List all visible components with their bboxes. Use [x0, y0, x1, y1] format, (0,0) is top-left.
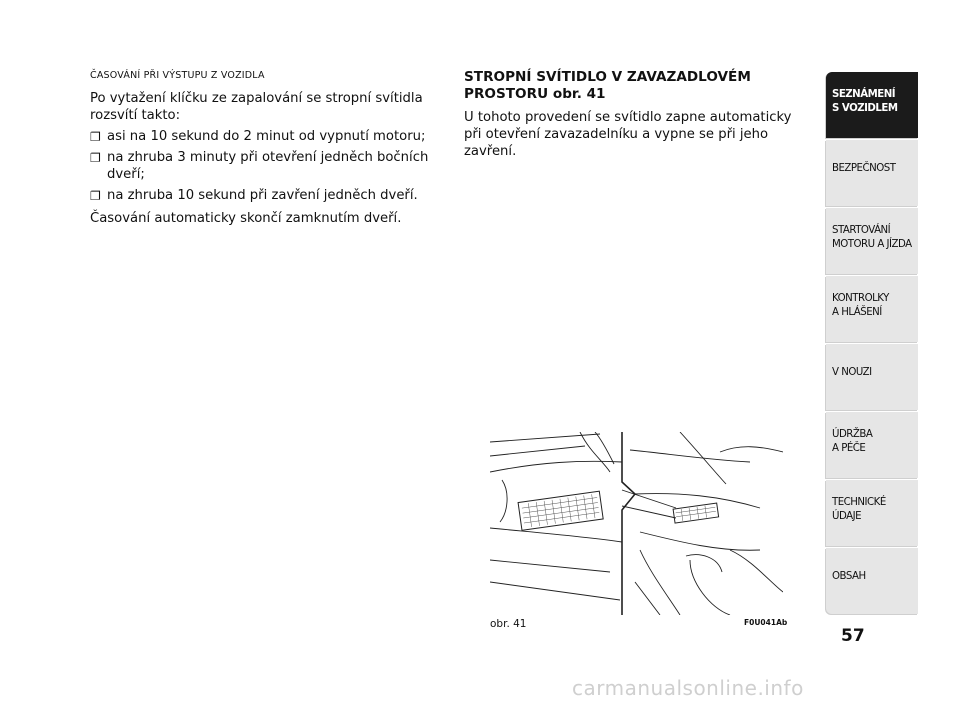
figure-reference: obr. 41 [552, 86, 606, 102]
tab-label-line1: OBSAH [832, 571, 866, 582]
tab-label-line1: BEZPEČNOST [832, 163, 896, 174]
tab-obsah[interactable] [826, 548, 918, 614]
tab-label-line1: SEZNÁMENÍ [832, 89, 896, 100]
watermark: carmanualsonline.info [572, 676, 804, 700]
right-column [464, 69, 794, 164]
page-number: 57 [841, 626, 865, 646]
list-item [90, 187, 440, 204]
list-item-text: na zhruba 3 minuty při otevření jedněch bočních dveří; [107, 150, 429, 182]
checkbox-bullet-icon: ❐ [90, 130, 101, 144]
tab-label-line2: A HLÁŠENÍ [832, 307, 882, 318]
tab-label-line2: ÚDAJE [832, 511, 862, 522]
section-title: ČASOVÁNÍ PŘI VÝSTUPU Z VOZIDLA [90, 70, 265, 81]
tab-label-line2: S VOZIDLEM [832, 103, 898, 114]
tab-startovani[interactable] [826, 208, 918, 274]
illustration-svg [490, 432, 783, 615]
checkbox-bullet-icon: ❐ [90, 189, 101, 203]
tab-udrzba[interactable] [826, 412, 918, 478]
tab-label-line1: V NOUZI [832, 367, 872, 378]
section-heading [464, 69, 794, 103]
chapter-tabs [826, 72, 918, 616]
tab-label-line1: ÚDRŽBA [832, 429, 873, 440]
tab-label-line1: KONTROLKY [832, 293, 889, 304]
tab-technicke-udaje[interactable] [826, 480, 918, 546]
checkbox-bullet-icon: ❐ [90, 151, 101, 165]
heading-text: STROPNÍ SVÍTIDLO V ZAVAZADLOVÉM PROSTORU [464, 69, 751, 102]
tab-label-line1: STARTOVÁNÍ [832, 225, 891, 236]
tab-seznameni[interactable] [826, 72, 918, 138]
list-item [90, 128, 440, 145]
list-item-text: asi na 10 sekund do 2 minut od vypnutí motoru; [107, 129, 426, 144]
trunk-light-illustration [490, 432, 783, 615]
list-item-text: na zhruba 10 sekund při zavření jedněch dveří. [107, 188, 418, 203]
figure-caption: obr. 41 [490, 618, 527, 630]
tab-label-line2: MOTORU A JÍZDA [832, 239, 912, 250]
tab-v-nouzi[interactable] [826, 344, 918, 410]
intro-paragraph: Po vytažení klíčku ze zapalování se stropní svítidla rozsvítí takto: [90, 91, 423, 123]
outro-paragraph: Časování automaticky skončí zamknutím dveří. [90, 211, 402, 226]
body-paragraph: U tohoto provedení se svítidlo zapne automaticky při otevření zavazadelníku a vypne se při jeho zavření. [464, 110, 792, 159]
tab-label-line1: TECHNICKÉ [832, 497, 886, 508]
bullet-list [90, 128, 440, 204]
list-item [90, 149, 440, 183]
left-column [90, 70, 440, 231]
figure-code: F0U041Ab [744, 618, 788, 627]
tab-bezpecnost[interactable] [826, 140, 918, 206]
tab-kontrolky[interactable] [826, 276, 918, 342]
tab-label-line2: A PÉČE [832, 443, 866, 454]
